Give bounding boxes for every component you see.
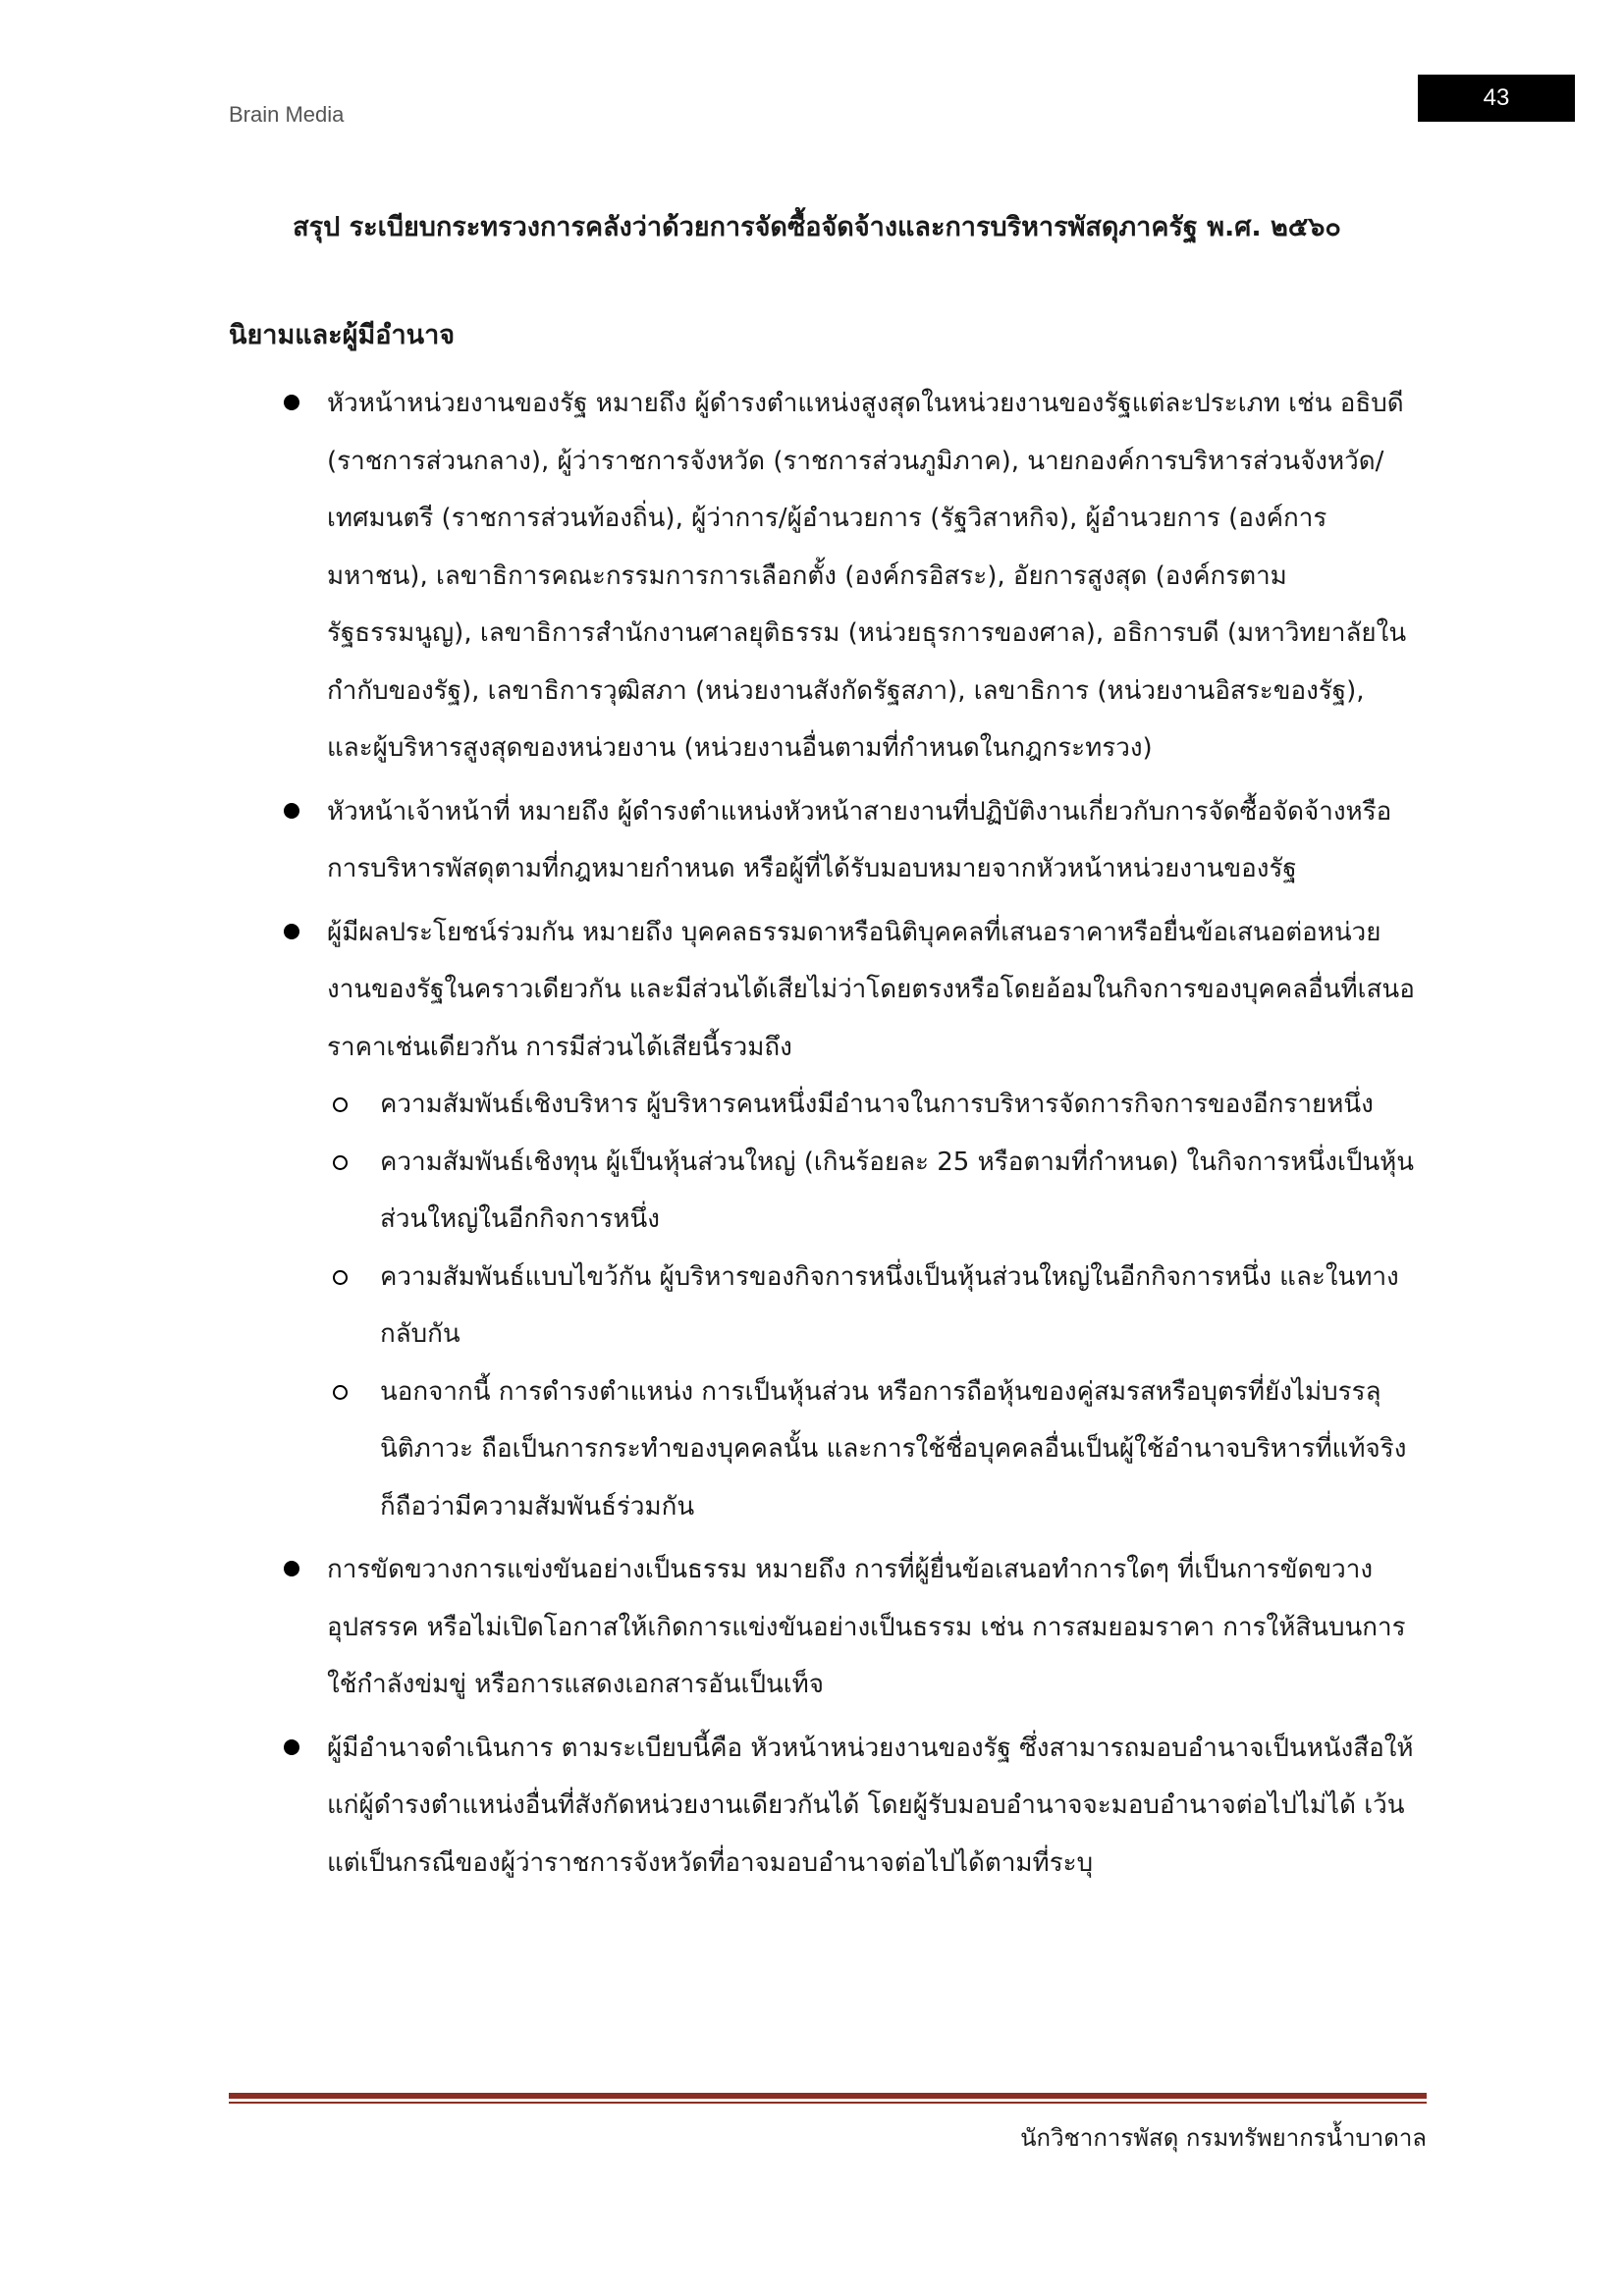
sub-list-item [327,1134,1417,1249]
list-item [229,375,1417,777]
list-item-text: หัวหน้าหน่วยงานของรัฐ หมายถึง ผู้ดำรงตำแหน่งสูงสุดในหน่วยงานของรัฐแต่ละประเภท เช่น อธิบดี (ราชการส่วนกลาง), ผู้ว่าราชการจังหวัด (ราชการส่วนภูมิภาค), นายกองค์การบริหารส่วนจังหวัด/เทศมนตรี (ราชการส่วนท้องถิ่น), ผู้ว่าการ/ผู้อำนวยการ (รัฐวิสาหกิจ), ผู้อำนวยการ (องค์การมหาชน), เลขาธิการคณะกรรมการการเลือกตั้ง (องค์กรอิสระ), อัยการสูงสุด (องค์กรตามรัฐธรรมนูญ), เลขาธิการสำนักงานศาลยุติธรรม (หน่วยธุรการของศาล), อธิการบดี (มหาวิทยาลัยในกำกับของรัฐ), เลขาธิการวุฒิสภา (หน่วยงานสังกัดรัฐสภา), เลขาธิการ (หน่วยงานอิสระของรัฐ), และผู้บริหารสูงสุดของหน่วยงาน (หน่วยงานอื่นตามที่กำหนดในกฎกระทรวง) [327,389,1407,763]
sub-list [327,1076,1417,1535]
circle-bullet-icon [333,1385,348,1400]
circle-bullet-icon [333,1097,348,1112]
sub-list-item [327,1249,1417,1363]
document-title: สรุป ระเบียบกระทรวงการคลังว่าด้วยการจัดซื้อจัดจ้างและการบริหารพัสดุภาครัฐ พ.ศ. ๒๕๖๐ [293,212,1341,242]
header-brand: Brain Media [229,102,345,127]
definition-list [229,375,1417,1892]
bullet-icon [284,924,299,939]
list-item [229,1720,1417,1893]
page-number: 43 [1483,84,1510,111]
list-item-text: หัวหน้าเจ้าหน้าที่ หมายถึง ผู้ดำรงตำแหน่งหัวหน้าสายงานที่ปฏิบัติงานเกี่ยวกับการจัดซื้อจัดจ้างหรือการบริหารพัสดุตามที่กฎหมายกำหนด หรือผู้ที่ได้รับมอบหมายจากหัวหน้าหน่วยงานของรัฐ [327,796,1392,883]
sub-list-item-text: นอกจากนี้ การดำรงตำแหน่ง การเป็นหุ้นส่วน หรือการถือหุ้นของคู่สมรสหรือบุตรที่ยังไม่บรรลุนิติภาวะ ถือเป็นการกระทำของบุคคลนั้น และการใช้ชื่อบุคคลอื่นเป็นผู้ใช้อำนาจบริหารที่แท้จริง ก็ถือว่ามีความสัมพันธ์ร่วมกัน [380,1376,1407,1522]
sub-list-item-text: ความสัมพันธ์แบบไขว้กัน ผู้บริหารของกิจการหนึ่งเป็นหุ้นส่วนใหญ่ในอีกกิจการหนึ่ง และในทางกลับกัน [380,1261,1399,1349]
bullet-icon [284,803,299,819]
circle-bullet-icon [333,1270,348,1285]
sub-list-item [327,1363,1417,1536]
list-item-text: ผู้มีผลประโยชน์ร่วมกัน หมายถึง บุคคลธรรมดาหรือนิติบุคคลที่เสนอราคาหรือยื่นข้อเสนอต่อหน่วยงานของรัฐในคราวเดียวกัน และมีส่วนได้เสียไม่ว่าโดยตรงหรือโดยอ้อมในกิจการของบุคคลอื่นที่เสนอราคาเช่นเดียวกัน การมีส่วนได้เสียนี้รวมถึง [327,917,1415,1062]
page-number-box [1418,75,1575,122]
list-item-text: ผู้มีอำนาจดำเนินการ ตามระเบียบนี้คือ หัวหน้าหน่วยงานของรัฐ ซึ่งสามารถมอบอำนาจเป็นหนังสือให้แก่ผู้ดำรงตำแหน่งอื่นที่สังกัดหน่วยงานเดียวกันได้ โดยผู้รับมอบอำนาจจะมอบอำนาจต่อไปไม่ได้ เว้นแต่เป็นกรณีของผู้ว่าราชการจังหวัดที่อาจมอบอำนาจต่อไปได้ตามที่ระบุ [327,1733,1414,1878]
sub-list-item [327,1076,1417,1134]
list-item [229,904,1417,1536]
footer-text: นักวิชาการพัสดุ กรมทรัพยากรน้ำบาดาล [1020,2124,1427,2152]
list-item-text: การขัดขวางการแข่งขันอย่างเป็นธรรม หมายถึง การที่ผู้ยื่นข้อเสนอทำการใดๆ ที่เป็นการขัดขวางอุปสรรค หรือไม่เปิดโอกาสให้เกิดการแข่งขันอย่างเป็นธรรม เช่น การสมยอมราคา การให้สินบนการใช้กำลังข่มขู่ หรือการแสดงเอกสารอันเป็นเท็จ [327,1555,1406,1699]
bullet-icon [284,1561,299,1576]
bullet-icon [284,395,299,410]
section-heading: นิยามและผู้มีอำนาจ [229,320,456,350]
circle-bullet-icon [333,1155,348,1170]
document-body [229,375,1417,1897]
bullet-icon [284,1739,299,1755]
footer-rule-thick [229,2093,1427,2099]
footer-rule-thin [229,2102,1427,2104]
footer-divider [229,2093,1427,2104]
list-item [229,1541,1417,1714]
sub-list-item-text: ความสัมพันธ์เชิงทุน ผู้เป็นหุ้นส่วนใหญ่ (เกินร้อยละ 25 หรือตามที่กำหนด) ในกิจการหนึ่งเป็นหุ้นส่วนใหญ่ในอีกกิจการหนึ่ง [380,1147,1415,1234]
list-item [229,783,1417,898]
sub-list-item-text: ความสัมพันธ์เชิงบริหาร ผู้บริหารคนหนึ่งมีอำนาจในการบริหารจัดการกิจการของอีกรายหนึ่ง [380,1090,1374,1119]
